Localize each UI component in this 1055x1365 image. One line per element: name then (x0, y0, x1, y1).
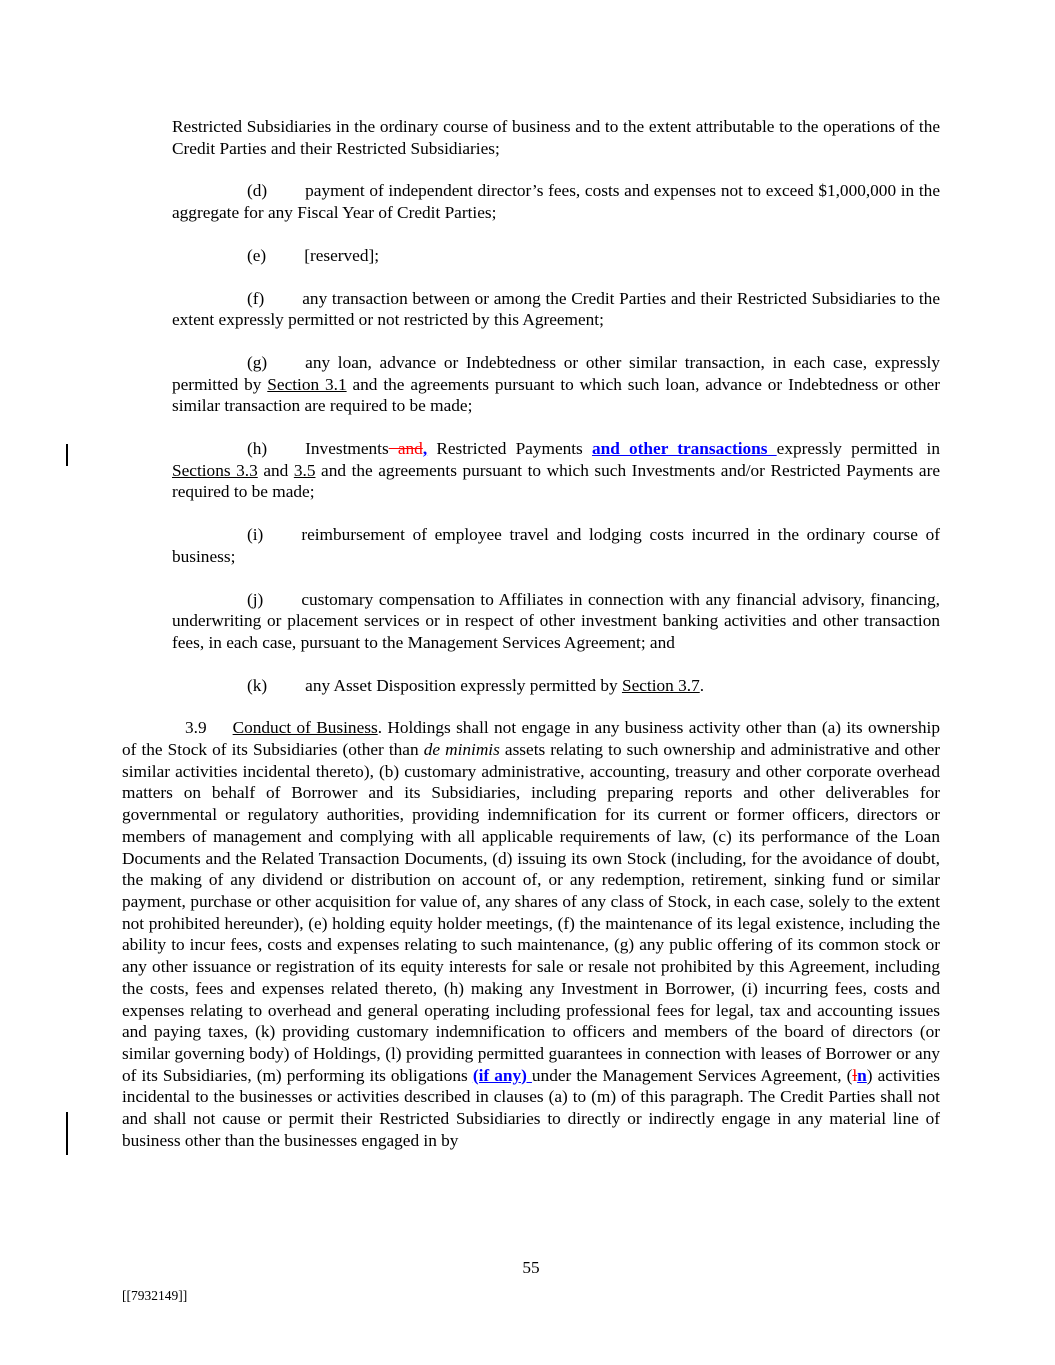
text-segment: any Asset Disposition expressly permitted by (305, 675, 622, 695)
italic-text: de minimis (423, 740, 500, 760)
text-segment: under the Management Services Agreement, ( (531, 1065, 853, 1085)
revision-change-bar-item-h (66, 444, 68, 466)
text-segment: customary compensation to Affiliates in connection with any financial advisory, financing, underwriting or placement services or in respect of other investment banking activities and other transaction fees, in each case, pursuant to the Management Services Agreement; and (172, 589, 940, 652)
item-j (172, 589, 940, 654)
deleted-text: and (388, 439, 423, 459)
section-reference: Section 3.7 (621, 675, 700, 695)
text-segment: (f) (247, 288, 265, 308)
section-3-9 (122, 717, 940, 1151)
text-segment: (e) (247, 245, 267, 265)
item-g (172, 352, 940, 417)
section-reference: Conduct of Business (232, 718, 378, 738)
text-segment: (g) (247, 352, 268, 372)
inserted-text: n (857, 1065, 867, 1085)
text-segment: assets relating to such ownership and administrative and other similar activities incidental thereto), (b) customary administrative, accounting, treasury and other corporate overhead matters on behalf of Borrower and its Subsidiaries, including preparing reports and other deliverables for governmental or regulatory authorities, providing indemnification for its current or former officers, directors or members of management and complying with all applicable requirements of law, (c) its performance of the Loan Documents and the Related Transaction Documents, (d) issuing its own Stock (including, for the avoidance of doubt, the making of any dividend or distribution on account of, or any redemption, retirement, sinking fund or similar payment, purchase or other acquisition for value of, any shares of any class of Stock, in each case, solely to the extent not prohibited hereunder), (e) holding equity holder meetings, (f) the maintenance of its legal existence, including the ability to incur fees, costs and expenses relating to such maintenance, (g) any public offering of its common stock or any other issuance or registration of its equity interests for sale or resale not prohibited by this Agreement, including the costs, fees and expenses related thereto, (h) making any Investment in Borrower, (i) incurring fees, costs and expenses relating to overhead and general operating including professional fees for legal, tax and accounting issues and paying taxes, (k) providing customary indemnification to officers and members of the board of directors (or similar governing body) of Holdings, (l) providing permitted guarantees in connection with leases of Borrower or any of its Subsidiaries, (m) performing its obligations (122, 740, 940, 1085)
text-segment: (h) (247, 439, 268, 459)
text-segment: reimbursement of employee travel and lodging costs incurred in the ordinary course of business; (172, 525, 940, 566)
deleted-text: l (852, 1065, 858, 1085)
text-segment: Restricted Payments (427, 439, 592, 459)
page-number: 55 (522, 1258, 540, 1277)
document-body (122, 116, 940, 1172)
item-e (172, 245, 940, 267)
text-segment: (k) (247, 675, 268, 695)
continuation-paragraph (172, 116, 940, 159)
inserted-text: (if any) (472, 1065, 532, 1085)
text-segment: ) activities incidental to the businesses or activities described in clauses (a) to (m) of this paragraph. The Credit Parties shall not and shall not cause or permit their Restricted Subsidiaries to directly or indirectly engage in any material line of business other than the businesses engaged in by (122, 1065, 940, 1150)
text-segment: and (257, 460, 294, 480)
doc-stamp: [[7932149]] (122, 1288, 188, 1303)
text-segment: (i) (247, 525, 264, 545)
section-reference: Sections 3.3 (172, 460, 258, 480)
revision-change-bar-clause-mn (66, 1112, 68, 1155)
text-segment: payment of independent director’s fees, costs and expenses not to exceed $1,000,000 in the aggregate for any Fiscal Year of Credit Parties; (172, 181, 940, 223)
text-segment: . Holdings shall not engage in any business activity other than (a) its ownership of the Stock of its Subsidiaries (other than (122, 718, 940, 760)
text-segment: (j) (247, 589, 264, 609)
inserted-text: , (422, 439, 428, 459)
text-segment: Investments (305, 439, 389, 459)
text-segment: Restricted Subsidiaries in the ordinary course of business and to the extent attributable to the operations of the Credit Parties and their Restricted Subsidiaries; (172, 117, 940, 158)
item-h (172, 438, 940, 503)
text-segment: and the agreements pursuant to which such Investments and/or Restricted Payments are required to be made; (172, 460, 941, 502)
item-f (172, 288, 940, 331)
text-segment: and the agreements pursuant to which such loan, advance or Indebtedness or other similar transaction are required to be made; (172, 374, 940, 416)
section-reference: 3.5 (293, 460, 316, 480)
inserted-text: and other transactions (591, 439, 777, 459)
text-segment: expressly permitted in (776, 439, 940, 459)
item-k (172, 675, 940, 697)
text-segment: any loan, advance or Indebtedness or other similar transaction, in each case, expressly permitted by (172, 352, 940, 394)
text-segment: (d) (247, 181, 268, 201)
item-i (172, 524, 940, 567)
text-segment: any transaction between or among the Credit Parties and their Restricted Subsidiaries to the extent expressly permitted or not restricted by this Agreement; (172, 288, 940, 330)
text-segment: [reserved]; (304, 245, 380, 265)
text-segment: . (699, 675, 705, 695)
item-d (172, 180, 940, 223)
section-reference: Section 3.1 (267, 374, 347, 394)
text-segment: 3.9 (185, 718, 207, 738)
